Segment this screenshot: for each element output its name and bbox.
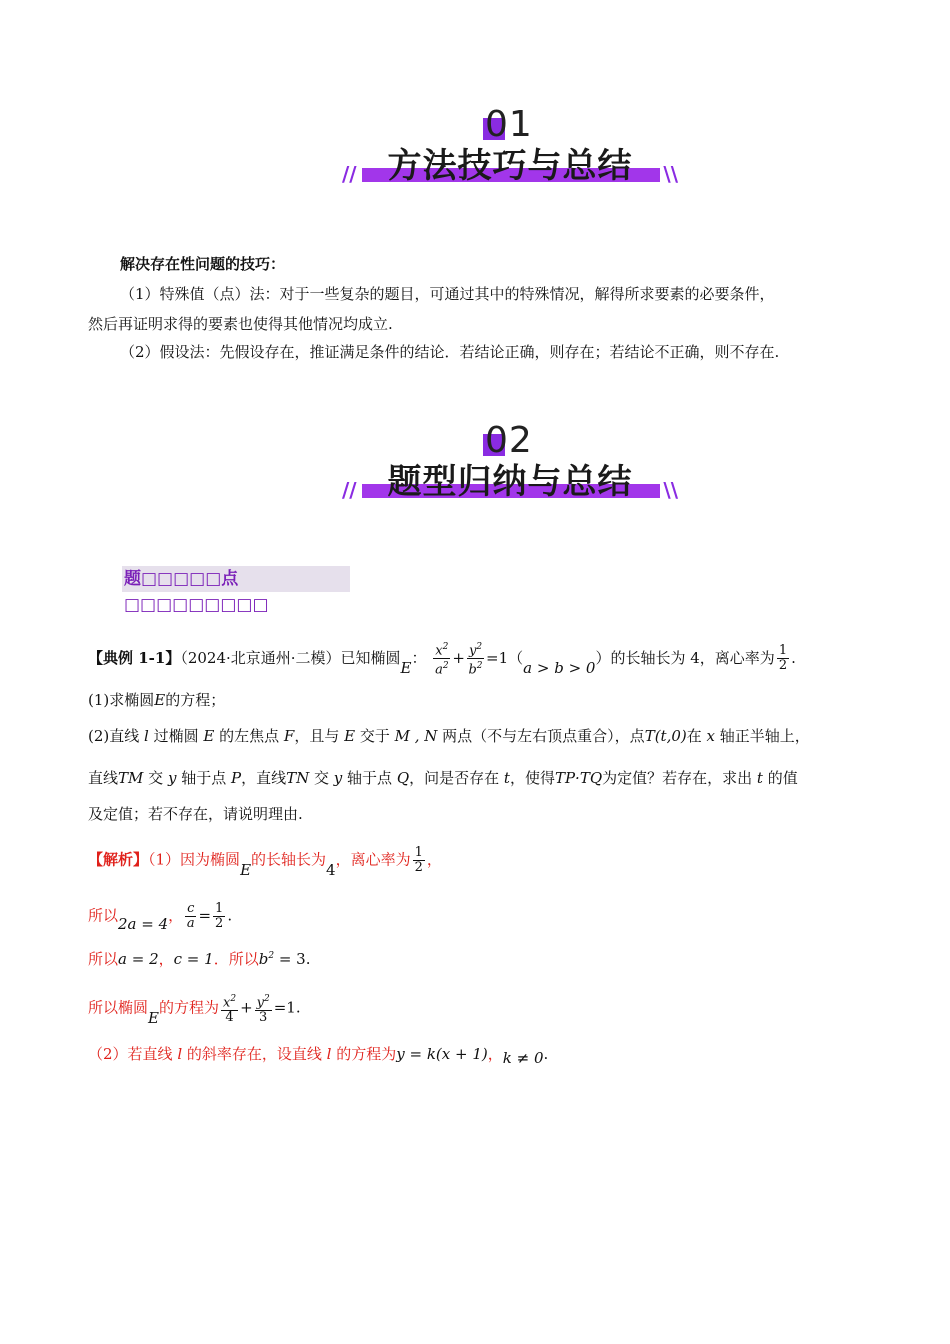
fraction-one-half: $\frac{1}{2}$ (215, 901, 224, 931)
example-question-2-end: 及定值；若不存在，请说明理由. (88, 805, 303, 823)
example-label: 【典例 1-1】 (88, 648, 181, 667)
example-question-1 (88, 690, 225, 710)
example-line-1: 【典例 1-1】（2024·北京通州·二模）已知椭圆E： $\frac{x^2}{a^2}$ + $\frac{y^2}{b^2}$ =1（a > b > 0）的长轴长为 4，离心率为 $\frac{1}{2}$ . (88, 642, 796, 678)
section-banner-2 (340, 420, 680, 516)
fraction-one-half: $\frac{1}{2}$ (778, 643, 788, 674)
slash-decoration-left: // (342, 478, 357, 502)
fraction-x2-a2: $\frac{x^2}{a^2}$ (435, 642, 449, 678)
ellipse-var: E (400, 658, 412, 677)
slash-decoration-left: // (342, 162, 357, 186)
section-title: 方法技巧与总结 (387, 146, 633, 186)
fraction-y2-3: $\frac{y^2}{3}$ (256, 994, 270, 1026)
section-title: 题型归纳与总结 (387, 462, 633, 502)
tips-heading: 解决存在性问题的技巧： (120, 255, 286, 273)
tips-item2: （2）假设法：先假设存在，推证满足条件的结论．若结论正确，则存在；若结论不正确，则不存在. (120, 343, 780, 361)
fraction-c-a: $\frac{c}{a}$ (186, 901, 195, 931)
solution-line-1: 【解析】（1）因为椭圆E的长轴长为4，离心率为 $\frac{1}{2}$ ， (88, 845, 442, 879)
solution-line-3: 所以a = 2，c = 1．所以$b^2 = 3$. (88, 950, 311, 968)
solution-label: 【解析】 (88, 850, 149, 869)
ellipse-var: E (154, 691, 166, 709)
condition: a > b > 0 (523, 658, 596, 677)
after-condition: ）的长轴长为 4，离心率为 (595, 648, 775, 667)
solution-line-4: 所以椭圆E的方程为 $\frac{x^2}{4}$ + $\frac{y^2}{3}$ =1. (88, 994, 301, 1027)
fraction-x2-4: $\frac{x^2}{4}$ (222, 994, 237, 1026)
slash-decoration-right: \\ (663, 162, 678, 186)
solution-line-5: （2）若直线 l 的斜率存在，设直线 l 的方程为y = k(x + 1)，k ≠ 0. (88, 1045, 549, 1067)
slash-decoration-right: \\ (663, 478, 678, 502)
section-number: 02 (485, 420, 533, 461)
section-banner-1 (340, 104, 680, 200)
tips-item1-line1: （1）特殊值（点）法：对于一些复杂的题目，可通过其中的特殊情况，解得所求要素的必要条件， (120, 285, 775, 303)
solution-line-2: 所以2a = 4， $\frac{c}{a}$ = $\frac{1}{2}$ . (88, 901, 233, 933)
fraction-one-half: $\frac{1}{2}$ (414, 845, 423, 875)
tips-item1-line2: 然后再证明求得的要素也使得其他情况均成立. (88, 315, 393, 333)
example-question-2-cont: 直线TM 交 y 轴于点 P，直线TN 交 y 轴于点 Q，问是否存在 t，使得TP·TQ为定值？若存在，求出 t 的值 (88, 769, 798, 787)
section-number: 01 (485, 104, 533, 145)
colon: ： (411, 648, 427, 667)
problem-type-heading: 题□□□□□点□□□□□□□□□ (122, 566, 350, 592)
example-source: （2024·北京通州·二模）已知椭圆 (180, 648, 401, 667)
q1-tail: 的方程； (165, 691, 226, 709)
fraction-y2-b2: $\frac{y^2}{b^2}$ (468, 642, 483, 678)
equation-tail: =1（ (486, 648, 524, 667)
example-question-2: (2)直线 l 过椭圆 E 的左焦点 F，且与 E 交于 M , N 两点（不与左右顶点重合），点T(t,0)在 x 轴正半轴上， (88, 727, 810, 745)
q1-text: (1)求椭圆 (88, 691, 155, 709)
